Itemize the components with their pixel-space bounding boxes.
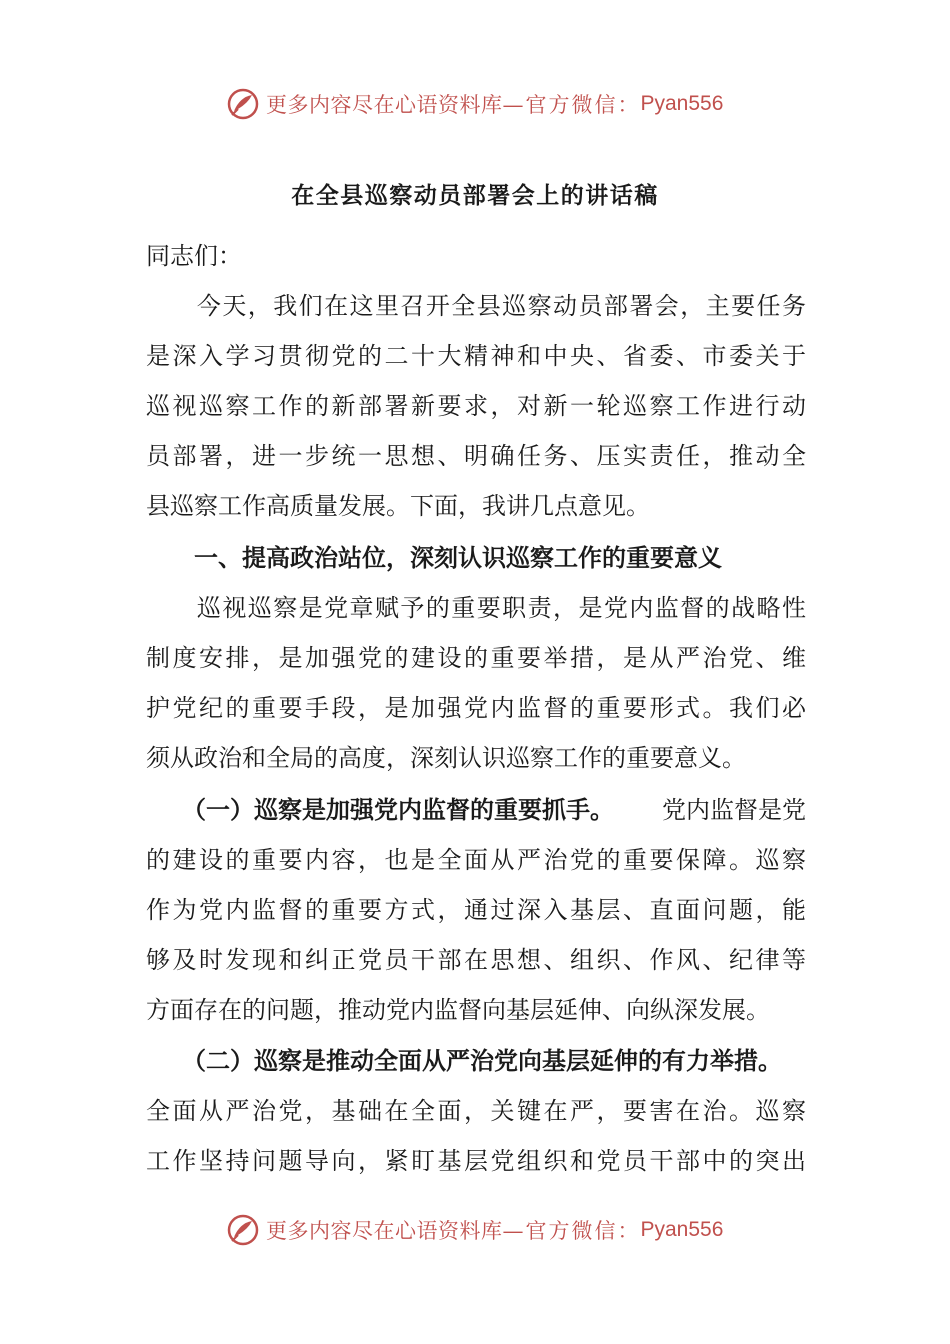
paragraph-line: 作为党内监督的重要方式，通过深入基层、直面问题，能 bbox=[146, 896, 806, 924]
watermark-banner-top bbox=[0, 82, 950, 126]
paragraph-line: 员部署，进一步统一思想、明确任务、压实责任，推动全 bbox=[146, 442, 806, 470]
watermark-text-site: 更多内容尽在心语资料库 bbox=[266, 1219, 503, 1243]
paragraph-line: 全面从严治党，基础在全面，关键在严，要害在治。巡察 bbox=[146, 1097, 806, 1125]
paragraph-line: 制度安排，是加强党的建设的重要举措，是从严治党、维 bbox=[146, 644, 806, 672]
watermark-text-id: Pyan556 bbox=[640, 1218, 724, 1241]
pen-logo-icon bbox=[226, 1213, 260, 1247]
subsection-line-1 bbox=[146, 792, 806, 828]
section-heading-1: 一、提高政治站位，深刻认识巡察工作的重要意义 bbox=[146, 543, 722, 572]
paragraph-line: 方面存在的问题，推动党内监督向基层延伸、向纵深发展。 bbox=[146, 996, 770, 1024]
subsection-heading-1: （一）巡察是加强党内监督的重要抓手。 bbox=[146, 795, 614, 824]
paragraph-line: 工作坚持问题导向，紧盯基层党组织和党员干部中的突出 bbox=[146, 1147, 806, 1175]
watermark-text-wechat: —官方微信： bbox=[502, 1219, 641, 1243]
watermark-banner-bottom bbox=[0, 1208, 950, 1252]
paragraph-line: 须从政治和全局的高度，深刻认识巡察工作的重要意义。 bbox=[146, 744, 746, 772]
paragraph-line: 巡视巡察是党章赋予的重要职责，是党内监督的战略性 bbox=[146, 594, 806, 622]
watermark-text-id: Pyan556 bbox=[640, 92, 724, 115]
watermark-text-site: 更多内容尽在心语资料库 bbox=[266, 93, 503, 117]
paragraph-line: 护党纪的重要手段，是加强党内监督的重要形式。我们必 bbox=[146, 694, 806, 722]
paragraph-line: 的建设的重要内容，也是全面从严治党的重要保障。巡察 bbox=[146, 846, 806, 874]
greeting: 同志们： bbox=[146, 242, 242, 270]
paragraph-line: 够及时发现和纠正党员干部在思想、组织、作风、纪律等 bbox=[146, 946, 806, 974]
paragraph-fragment: 党内监督是党 bbox=[662, 796, 806, 824]
paragraph-line: 县巡察工作高质量发展。下面，我讲几点意见。 bbox=[146, 492, 650, 520]
paragraph-line: 巡视巡察工作的新部署新要求，对新一轮巡察工作进行动 bbox=[146, 392, 806, 420]
paragraph-line: 是深入学习贯彻党的二十大精神和中央、省委、市委关于 bbox=[146, 342, 806, 370]
subsection-heading-2: （二）巡察是推动全面从严治党向基层延伸的有力举措。 bbox=[146, 1046, 782, 1075]
paragraph-line: 今天，我们在这里召开全县巡察动员部署会，主要任务 bbox=[146, 292, 806, 320]
watermark-text-wechat: —官方微信： bbox=[502, 93, 641, 117]
pen-logo-icon bbox=[226, 87, 260, 121]
document-title: 在全县巡察动员部署会上的讲话稿 bbox=[291, 182, 659, 209]
